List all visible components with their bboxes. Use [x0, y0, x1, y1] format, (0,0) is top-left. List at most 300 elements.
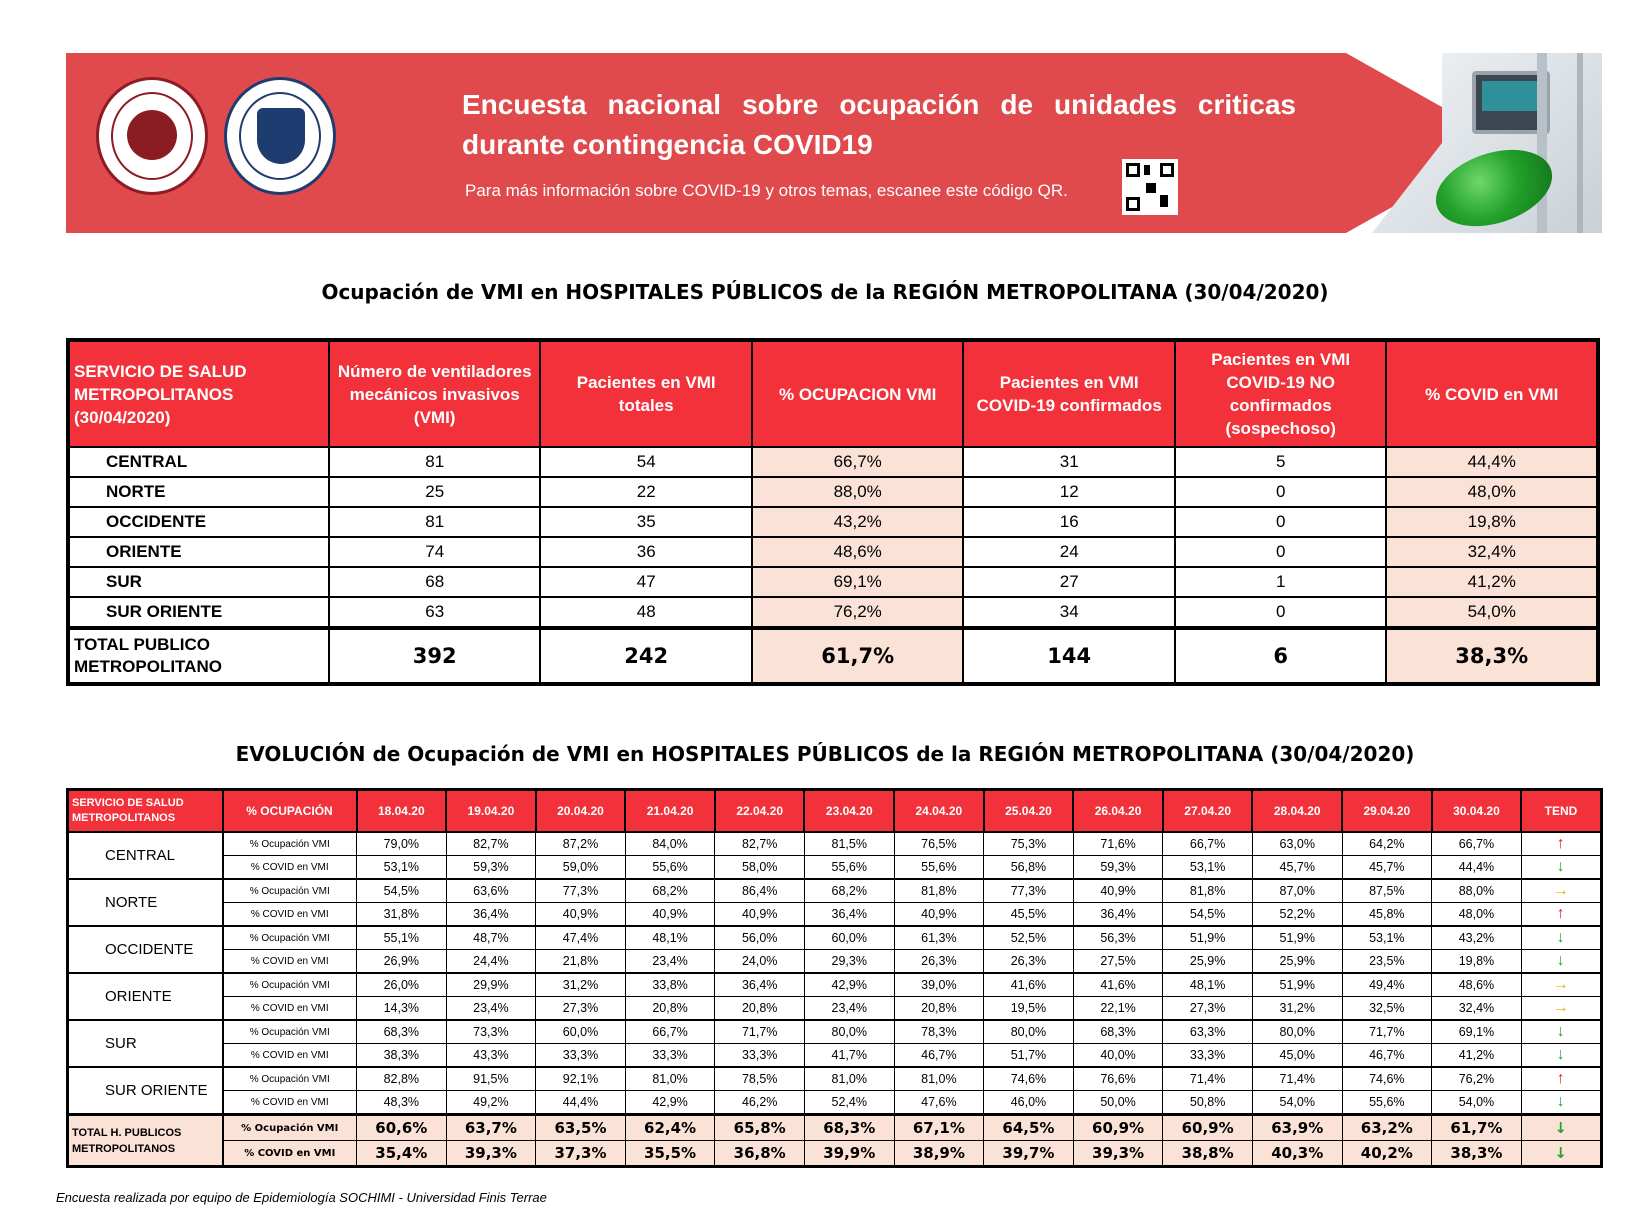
finis-terrae-logo — [224, 77, 336, 195]
table2-title: EVOLUCIÓN de Ocupación de VMI en HOSPITALES PÚBLICOS de la REGIÓN METROPOLITANA (30/04/2020) — [235, 742, 1415, 766]
value-cell: 62,4% — [625, 1115, 715, 1141]
region-name: SUR — [68, 1020, 223, 1067]
value-cell: 65,8% — [715, 1115, 805, 1141]
cell-ocup: 61,7% — [752, 628, 964, 684]
table1-title: Ocupación de VMI en HOSPITALES PÚBLICOS de la REGIÓN METROPOLITANA (30/04/2020) — [321, 280, 1329, 304]
value-cell: 43,3% — [446, 1044, 536, 1068]
cell-vmi: 81 — [329, 447, 541, 477]
trend-arrow-icon: ↓ — [1521, 1091, 1601, 1115]
cell-sosp: 0 — [1175, 477, 1387, 507]
region-name: NORTE — [68, 879, 223, 926]
metric-label: % Ocupación VMI — [223, 1020, 357, 1044]
value-cell: 55,6% — [1342, 1091, 1432, 1115]
date-header: 28.04.20 — [1252, 790, 1342, 833]
value-cell: 39,0% — [894, 973, 984, 997]
region-name: SUR ORIENTE — [68, 597, 329, 628]
value-cell: 41,6% — [1073, 973, 1163, 997]
banner-title: Encuesta nacional sobre ocupación de unidades criticas durante contingencia COVID19 — [462, 89, 1296, 160]
trend-arrow-icon: → — [1521, 973, 1601, 997]
region-name: CENTRAL — [68, 447, 329, 477]
value-cell: 84,0% — [625, 832, 715, 856]
value-cell: 63,3% — [1163, 1020, 1253, 1044]
value-cell: 86,4% — [715, 879, 805, 903]
value-cell: 47,6% — [894, 1091, 984, 1115]
table-row — [68, 856, 1602, 880]
trend-arrow-icon: ↓ — [1521, 1115, 1601, 1141]
value-cell: 22,1% — [1073, 997, 1163, 1021]
value-cell: 23,4% — [625, 950, 715, 974]
value-cell: 87,5% — [1342, 879, 1432, 903]
value-cell: 32,5% — [1342, 997, 1432, 1021]
cell-ocup: 76,2% — [752, 597, 964, 628]
metric-label: % Ocupación VMI — [223, 1067, 357, 1091]
value-cell: 23,4% — [446, 997, 536, 1021]
value-cell: 81,0% — [804, 1067, 894, 1091]
value-cell: 52,4% — [804, 1091, 894, 1115]
value-cell: 59,3% — [446, 856, 536, 880]
value-cell: 40,2% — [1342, 1141, 1432, 1167]
value-cell: 21,8% — [536, 950, 626, 974]
value-cell: 49,4% — [1342, 973, 1432, 997]
column-header: SERVICIO DE SALUD METROPOLITANOS — [68, 790, 223, 833]
value-cell: 68,3% — [357, 1020, 447, 1044]
value-cell: 76,6% — [1073, 1067, 1163, 1091]
value-cell: 91,5% — [446, 1067, 536, 1091]
cell-sosp: 1 — [1175, 567, 1387, 597]
cell-total: 54 — [540, 447, 752, 477]
value-cell: 63,5% — [536, 1115, 626, 1141]
tube-shape-2 — [1577, 53, 1583, 233]
value-cell: 55,6% — [894, 856, 984, 880]
table-row — [68, 1091, 1602, 1115]
value-cell: 29,3% — [804, 950, 894, 974]
date-header: 24.04.20 — [894, 790, 984, 833]
value-cell: 77,3% — [536, 879, 626, 903]
cell-sosp: 0 — [1175, 597, 1387, 628]
value-cell: 36,4% — [715, 973, 805, 997]
value-cell: 26,3% — [984, 950, 1074, 974]
value-cell: 45,8% — [1342, 903, 1432, 927]
date-header: 19.04.20 — [446, 790, 536, 833]
value-cell: 50,0% — [1073, 1091, 1163, 1115]
date-header: 27.04.20 — [1163, 790, 1253, 833]
metric-label: % COVID en VMI — [223, 1141, 357, 1167]
value-cell: 26,0% — [357, 973, 447, 997]
value-cell: 59,3% — [1073, 856, 1163, 880]
table-row — [68, 879, 1602, 903]
value-cell: 71,7% — [1342, 1020, 1432, 1044]
value-cell: 45,7% — [1342, 856, 1432, 880]
cell-ocup: 43,2% — [752, 507, 964, 537]
value-cell: 54,0% — [1252, 1091, 1342, 1115]
value-cell: 68,2% — [804, 879, 894, 903]
cell-covid: 27 — [963, 567, 1175, 597]
value-cell: 31,2% — [536, 973, 626, 997]
value-cell: 80,0% — [1252, 1020, 1342, 1044]
value-cell: 54,5% — [1163, 903, 1253, 927]
footer-note: Encuesta realizada por equipo de Epidemiología SOCHIMI - Universidad Finis Terrae — [56, 1190, 547, 1205]
column-header: Pacientes en VMI COVID-19 confirmados — [963, 340, 1175, 447]
table-row — [68, 997, 1602, 1021]
value-cell: 41,2% — [1432, 1044, 1522, 1068]
metric-label: % COVID en VMI — [223, 903, 357, 927]
value-cell: 66,7% — [625, 1020, 715, 1044]
region-name: TOTAL H. PUBLICOS METROPOLITANOS — [68, 1115, 223, 1167]
value-cell: 81,5% — [804, 832, 894, 856]
trend-arrow-icon: ↓ — [1521, 950, 1601, 974]
value-cell: 33,3% — [715, 1044, 805, 1068]
value-cell: 82,7% — [715, 832, 805, 856]
metric-label: % COVID en VMI — [223, 1091, 357, 1115]
value-cell: 63,7% — [446, 1115, 536, 1141]
value-cell: 46,7% — [1342, 1044, 1432, 1068]
value-cell: 36,4% — [1073, 903, 1163, 927]
table-row — [68, 447, 1598, 477]
value-cell: 63,2% — [1342, 1115, 1432, 1141]
trend-arrow-icon: ↓ — [1521, 1020, 1601, 1044]
trend-arrow-icon: → — [1521, 879, 1601, 903]
trend-arrow-icon: ↑ — [1521, 1067, 1601, 1091]
value-cell: 68,3% — [1073, 1020, 1163, 1044]
evolution-table — [66, 788, 1603, 1168]
value-cell: 20,8% — [894, 997, 984, 1021]
value-cell: 36,4% — [446, 903, 536, 927]
value-cell: 51,9% — [1252, 926, 1342, 950]
metric-label: % Ocupación VMI — [223, 973, 357, 997]
value-cell: 92,1% — [536, 1067, 626, 1091]
value-cell: 74,6% — [1342, 1067, 1432, 1091]
value-cell: 35,4% — [357, 1141, 447, 1167]
date-header: 21.04.20 — [625, 790, 715, 833]
value-cell: 71,6% — [1073, 832, 1163, 856]
value-cell: 80,0% — [984, 1020, 1074, 1044]
table-row — [68, 832, 1602, 856]
cell-total: 36 — [540, 537, 752, 567]
trend-arrow-icon: → — [1521, 997, 1601, 1021]
cell-pct-covid: 19,8% — [1386, 507, 1598, 537]
value-cell: 66,7% — [1432, 832, 1522, 856]
value-cell: 40,0% — [1073, 1044, 1163, 1068]
table1-header-row — [68, 340, 1598, 447]
table-row — [68, 950, 1602, 974]
value-cell: 60,6% — [357, 1115, 447, 1141]
cell-covid: 24 — [963, 537, 1175, 567]
value-cell: 27,3% — [1163, 997, 1253, 1021]
cell-pct-covid: 54,0% — [1386, 597, 1598, 628]
table-row — [68, 1044, 1602, 1068]
metric-label: % COVID en VMI — [223, 856, 357, 880]
trend-arrow-icon: ↑ — [1521, 903, 1601, 927]
value-cell: 32,4% — [1432, 997, 1522, 1021]
value-cell: 40,9% — [894, 903, 984, 927]
table-row — [68, 507, 1598, 537]
table-row — [68, 926, 1602, 950]
value-cell: 51,9% — [1163, 926, 1253, 950]
value-cell: 55,6% — [804, 856, 894, 880]
value-cell: 76,5% — [894, 832, 984, 856]
occupancy-table — [66, 338, 1600, 686]
cell-ocup: 48,6% — [752, 537, 964, 567]
value-cell: 77,3% — [984, 879, 1074, 903]
value-cell: 50,8% — [1163, 1091, 1253, 1115]
cell-covid: 31 — [963, 447, 1175, 477]
value-cell: 42,9% — [804, 973, 894, 997]
value-cell: 63,6% — [446, 879, 536, 903]
value-cell: 68,3% — [804, 1115, 894, 1141]
value-cell: 38,9% — [894, 1141, 984, 1167]
column-header: % COVID en VMI — [1386, 340, 1598, 447]
value-cell: 31,2% — [1252, 997, 1342, 1021]
qr-code-icon[interactable] — [1122, 159, 1178, 215]
metric-label: % COVID en VMI — [223, 1044, 357, 1068]
cell-total: 22 — [540, 477, 752, 507]
value-cell: 63,0% — [1252, 832, 1342, 856]
value-cell: 25,9% — [1163, 950, 1253, 974]
cell-ocup: 69,1% — [752, 567, 964, 597]
cell-total: 242 — [540, 628, 752, 684]
total-row — [68, 628, 1598, 684]
value-cell: 40,9% — [715, 903, 805, 927]
value-cell: 51,7% — [984, 1044, 1074, 1068]
value-cell: 64,2% — [1342, 832, 1432, 856]
value-cell: 71,4% — [1252, 1067, 1342, 1091]
value-cell: 46,0% — [984, 1091, 1074, 1115]
value-cell: 45,5% — [984, 903, 1074, 927]
cell-vmi: 74 — [329, 537, 541, 567]
value-cell: 61,3% — [894, 926, 984, 950]
cell-vmi: 68 — [329, 567, 541, 597]
date-header: 25.04.20 — [984, 790, 1074, 833]
value-cell: 54,5% — [357, 879, 447, 903]
metric-label: % COVID en VMI — [223, 950, 357, 974]
value-cell: 36,4% — [804, 903, 894, 927]
value-cell: 48,6% — [1432, 973, 1522, 997]
total-row — [68, 1115, 1602, 1141]
date-header: 30.04.20 — [1432, 790, 1522, 833]
header-banner — [66, 53, 1602, 233]
value-cell: 64,5% — [984, 1115, 1074, 1141]
region-name: NORTE — [68, 477, 329, 507]
region-name: SUR ORIENTE — [68, 1067, 223, 1115]
value-cell: 55,6% — [625, 856, 715, 880]
value-cell: 71,4% — [1163, 1067, 1253, 1091]
value-cell: 35,5% — [625, 1141, 715, 1167]
value-cell: 27,3% — [536, 997, 626, 1021]
value-cell: 19,5% — [984, 997, 1074, 1021]
value-cell: 53,1% — [1342, 926, 1432, 950]
value-cell: 56,8% — [984, 856, 1074, 880]
cell-vmi: 392 — [329, 628, 541, 684]
value-cell: 48,1% — [1163, 973, 1253, 997]
cell-covid: 12 — [963, 477, 1175, 507]
value-cell: 27,5% — [1073, 950, 1163, 974]
value-cell: 60,9% — [1163, 1115, 1253, 1141]
cell-sosp: 6 — [1175, 628, 1387, 684]
value-cell: 39,9% — [804, 1141, 894, 1167]
trend-arrow-icon: ↓ — [1521, 1141, 1601, 1167]
value-cell: 48,7% — [446, 926, 536, 950]
region-name: SUR — [68, 567, 329, 597]
column-header: % OCUPACIÓN — [223, 790, 357, 833]
value-cell: 56,0% — [715, 926, 805, 950]
value-cell: 80,0% — [804, 1020, 894, 1044]
value-cell: 20,8% — [625, 997, 715, 1021]
date-header: 18.04.20 — [357, 790, 447, 833]
value-cell: 38,3% — [1432, 1141, 1522, 1167]
value-cell: 47,4% — [536, 926, 626, 950]
value-cell: 45,0% — [1252, 1044, 1342, 1068]
cell-ocup: 66,7% — [752, 447, 964, 477]
metric-label: % COVID en VMI — [223, 997, 357, 1021]
value-cell: 76,2% — [1432, 1067, 1522, 1091]
value-cell: 36,8% — [715, 1141, 805, 1167]
value-cell: 23,4% — [804, 997, 894, 1021]
value-cell: 33,3% — [1163, 1044, 1253, 1068]
value-cell: 63,9% — [1252, 1115, 1342, 1141]
value-cell: 40,9% — [1073, 879, 1163, 903]
cell-total: 47 — [540, 567, 752, 597]
region-name: ORIENTE — [68, 973, 223, 1020]
column-header: % OCUPACION VMI — [752, 340, 964, 447]
cell-sosp: 0 — [1175, 507, 1387, 537]
value-cell: 53,1% — [357, 856, 447, 880]
cell-vmi: 81 — [329, 507, 541, 537]
date-header: 20.04.20 — [536, 790, 626, 833]
value-cell: 45,7% — [1252, 856, 1342, 880]
metric-label: % Ocupación VMI — [223, 832, 357, 856]
value-cell: 40,9% — [625, 903, 715, 927]
value-cell: 87,2% — [536, 832, 626, 856]
cell-total: 35 — [540, 507, 752, 537]
value-cell: 69,1% — [1432, 1020, 1522, 1044]
value-cell: 46,7% — [894, 1044, 984, 1068]
value-cell: 38,3% — [357, 1044, 447, 1068]
value-cell: 24,0% — [715, 950, 805, 974]
region-name: OCCIDENTE — [68, 926, 223, 973]
value-cell: 68,2% — [625, 879, 715, 903]
value-cell: 59,0% — [536, 856, 626, 880]
value-cell: 14,3% — [357, 997, 447, 1021]
region-name: ORIENTE — [68, 537, 329, 567]
value-cell: 52,2% — [1252, 903, 1342, 927]
date-header: 23.04.20 — [804, 790, 894, 833]
cell-vmi: 25 — [329, 477, 541, 507]
region-name: TOTAL PUBLICO METROPOLITANO — [68, 628, 329, 684]
date-header: 29.04.20 — [1342, 790, 1432, 833]
cell-covid: 16 — [963, 507, 1175, 537]
value-cell: 78,5% — [715, 1067, 805, 1091]
value-cell: 25,9% — [1252, 950, 1342, 974]
value-cell: 79,0% — [357, 832, 447, 856]
value-cell: 40,9% — [536, 903, 626, 927]
trend-arrow-icon: ↓ — [1521, 926, 1601, 950]
column-header: Pacientes en VMI totales — [540, 340, 752, 447]
value-cell: 49,2% — [446, 1091, 536, 1115]
value-cell: 73,3% — [446, 1020, 536, 1044]
value-cell: 61,7% — [1432, 1115, 1522, 1141]
value-cell: 81,8% — [1163, 879, 1253, 903]
cell-covid: 144 — [963, 628, 1175, 684]
value-cell: 75,3% — [984, 832, 1074, 856]
total-row — [68, 1141, 1602, 1167]
value-cell: 23,5% — [1342, 950, 1432, 974]
table-row — [68, 973, 1602, 997]
value-cell: 60,0% — [536, 1020, 626, 1044]
value-cell: 81,8% — [894, 879, 984, 903]
value-cell: 48,3% — [357, 1091, 447, 1115]
value-cell: 60,0% — [804, 926, 894, 950]
cell-pct-covid: 32,4% — [1386, 537, 1598, 567]
value-cell: 67,1% — [894, 1115, 984, 1141]
value-cell: 46,2% — [715, 1091, 805, 1115]
cell-pct-covid: 38,3% — [1386, 628, 1598, 684]
value-cell: 39,3% — [446, 1141, 536, 1167]
table-row — [68, 1067, 1602, 1091]
value-cell: 38,8% — [1163, 1141, 1253, 1167]
tube-shape — [1537, 53, 1547, 233]
value-cell: 53,1% — [1163, 856, 1253, 880]
cell-vmi: 63 — [329, 597, 541, 628]
value-cell: 26,9% — [357, 950, 447, 974]
cell-ocup: 88,0% — [752, 477, 964, 507]
cell-covid: 34 — [963, 597, 1175, 628]
value-cell: 74,6% — [984, 1067, 1074, 1091]
cell-sosp: 0 — [1175, 537, 1387, 567]
metric-label: % Ocupación VMI — [223, 1115, 357, 1141]
trend-header: TEND — [1521, 790, 1601, 833]
value-cell: 39,3% — [1073, 1141, 1163, 1167]
cell-total: 48 — [540, 597, 752, 628]
value-cell: 33,3% — [536, 1044, 626, 1068]
value-cell: 29,9% — [446, 973, 536, 997]
value-cell: 82,8% — [357, 1067, 447, 1091]
table-row — [68, 903, 1602, 927]
value-cell: 81,0% — [894, 1067, 984, 1091]
cell-sosp: 5 — [1175, 447, 1387, 477]
region-name: CENTRAL — [68, 832, 223, 879]
column-header: Pacientes en VMI COVID-19 NO confirmados (sospechoso) — [1175, 340, 1387, 447]
cell-pct-covid: 48,0% — [1386, 477, 1598, 507]
sochimi-logo — [96, 77, 208, 195]
metric-label: % Ocupación VMI — [223, 879, 357, 903]
value-cell: 81,0% — [625, 1067, 715, 1091]
date-header: 26.04.20 — [1073, 790, 1163, 833]
date-header: 22.04.20 — [715, 790, 805, 833]
value-cell: 42,9% — [625, 1091, 715, 1115]
trend-arrow-icon: ↑ — [1521, 832, 1601, 856]
value-cell: 51,9% — [1252, 973, 1342, 997]
value-cell: 26,3% — [894, 950, 984, 974]
value-cell: 31,8% — [357, 903, 447, 927]
value-cell: 39,7% — [984, 1141, 1074, 1167]
value-cell: 37,3% — [536, 1141, 626, 1167]
value-cell: 33,3% — [625, 1044, 715, 1068]
value-cell: 48,1% — [625, 926, 715, 950]
value-cell: 78,3% — [894, 1020, 984, 1044]
region-name: OCCIDENTE — [68, 507, 329, 537]
banner-subtitle: Para más información sobre COVID-19 y otros temas, escanee este código QR. — [465, 181, 1068, 200]
table-row — [68, 567, 1598, 597]
value-cell: 88,0% — [1432, 879, 1522, 903]
value-cell: 55,1% — [357, 926, 447, 950]
value-cell: 41,7% — [804, 1044, 894, 1068]
table-row — [68, 1020, 1602, 1044]
table-row — [68, 477, 1598, 507]
value-cell: 66,7% — [1163, 832, 1253, 856]
value-cell: 52,5% — [984, 926, 1074, 950]
table2-header-row — [68, 790, 1602, 833]
value-cell: 44,4% — [536, 1091, 626, 1115]
